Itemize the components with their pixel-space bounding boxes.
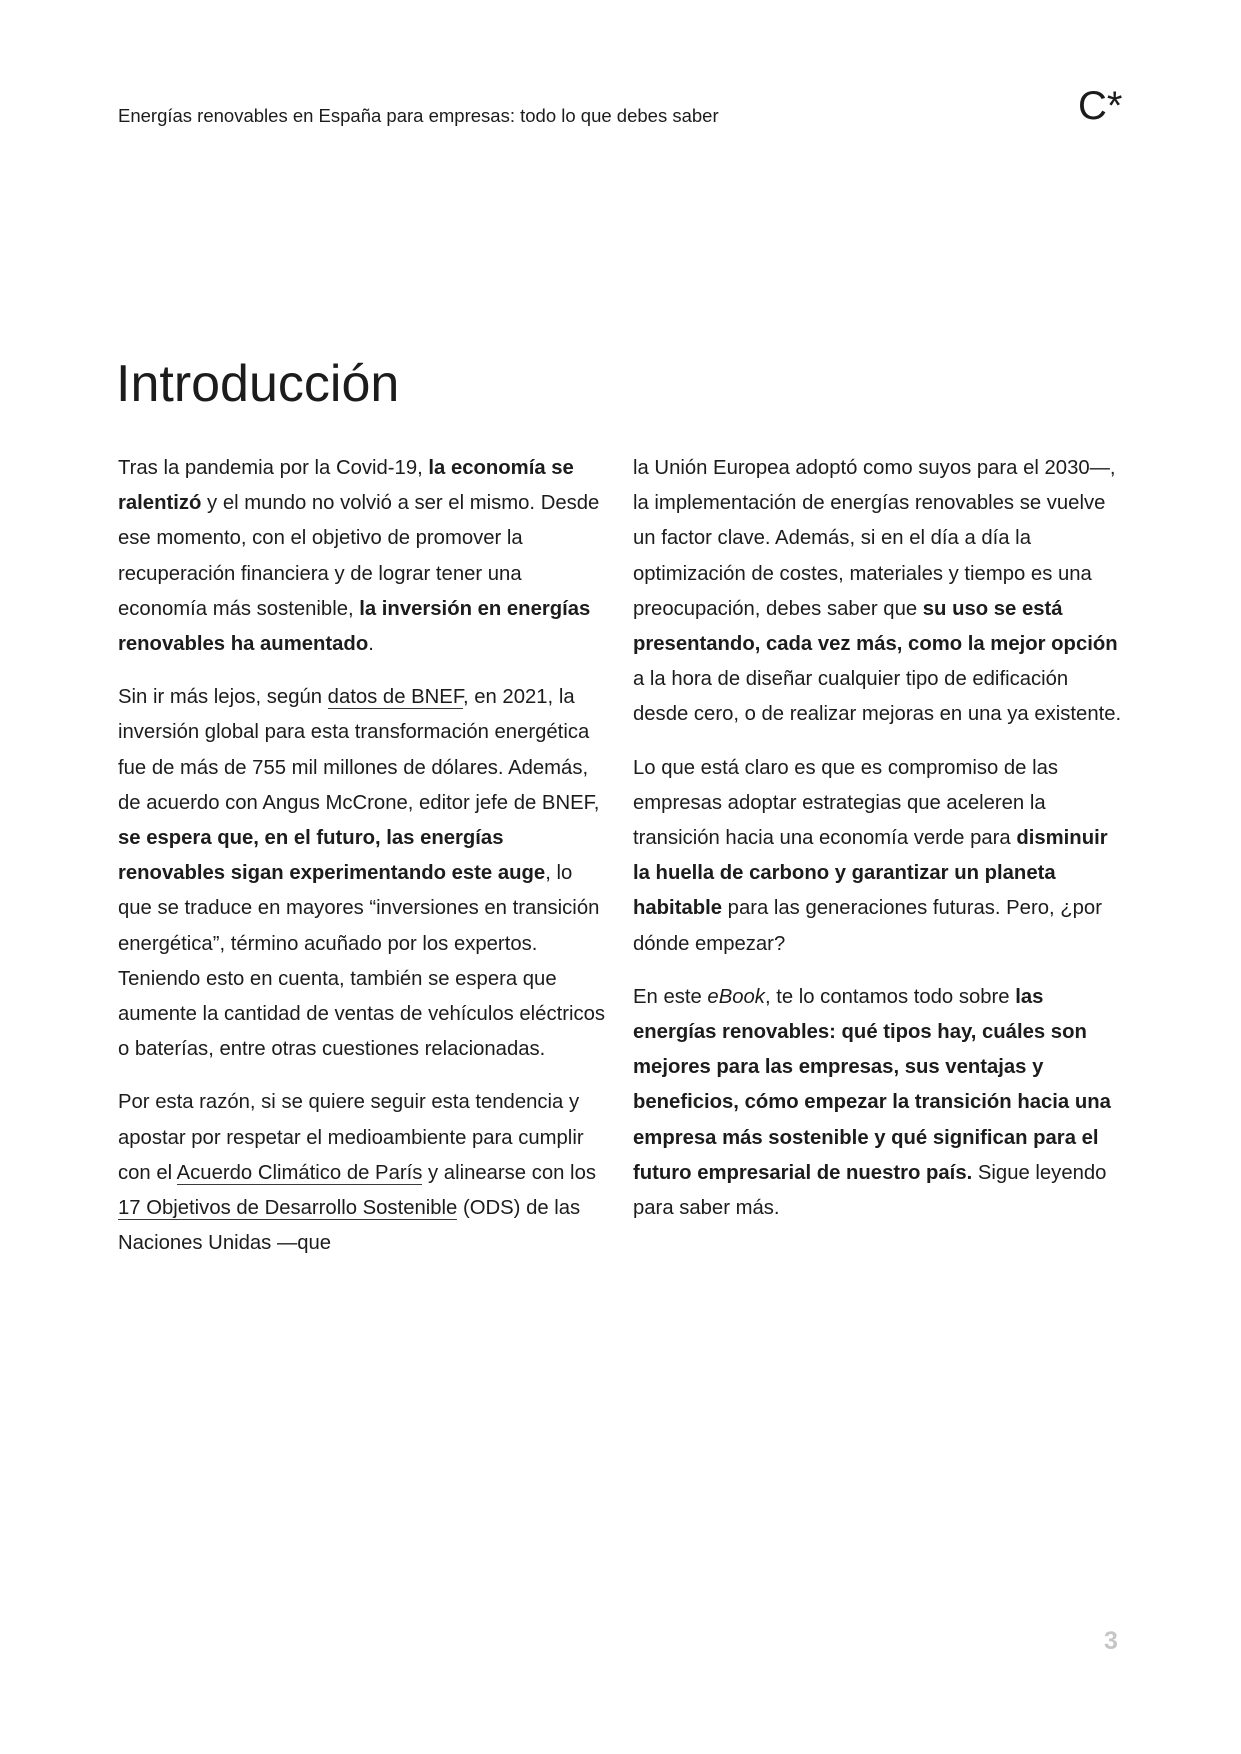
intro-paragraph-4 [633, 451, 1125, 733]
text-span: para las generaciones futuras. Pero, ¿por dónde empezar? [633, 897, 1102, 955]
text-span: (ODS) de las Naciones Unidas —que [118, 1197, 581, 1255]
text-span: , lo que se traduce en mayores “inversiones en transición energética”, término acuñado por los expertos. Teniendo esto en cuenta, también se espera que aumente la cantidad de ventas de vehículos eléctricos o baterías, entre otras cuestiones relacionadas. [118, 862, 606, 1061]
text-span: , en 2021, la inversión global para esta transformación energética fue de más de 755 mil millones de dólares. Además, de acuerdo con Angus McCrone, editor jefe de BNEF, [118, 686, 600, 814]
intro-paragraph-6 [633, 980, 1125, 1226]
link-paris-agreement[interactable]: Acuerdo Climático de París [176, 1161, 423, 1184]
text-span: . [368, 633, 374, 656]
brand-logo: C* [1078, 84, 1123, 128]
left-column [118, 451, 610, 1279]
intro-paragraph-3 [118, 1085, 610, 1261]
intro-paragraph-5 [633, 751, 1125, 962]
text-span: , te lo contamos todo sobre [764, 985, 1016, 1008]
bold-text: la economía se ralentizó [118, 457, 574, 515]
bold-text: se espera que, en el futuro, las energías renovables sigan experimentando este auge [118, 827, 546, 885]
text-span: Tras la pandemia por la Covid-19, [118, 457, 429, 479]
bold-text: la inversión en energías renovables ha aumentado [118, 597, 591, 656]
right-column [633, 451, 1125, 1244]
text-span: Por esta razón, si se quiere seguir esta tendencia y apostar por respetar el medioambiente para cumplir con el [118, 1091, 584, 1184]
page-title: Introducción [116, 355, 400, 413]
text-span: En este [633, 985, 708, 1008]
page-number: 3 [1104, 1627, 1118, 1655]
text-span: Sigue leyendo para saber más. [633, 1161, 1107, 1220]
text-span: Sin ir más lejos, según [118, 686, 328, 709]
intro-paragraph-1 [118, 451, 610, 662]
bold-text: las energías renovables: qué tipos hay, cuáles son mejores para las empresas, sus ventajas y beneficios, cómo empezar la transición hacia una empresa más sostenible y qué significan para el futuro empresarial de nuestro país. [633, 985, 1111, 1184]
link-sdg-goals[interactable]: 17 Objetivos de Desarrollo Sostenible [118, 1197, 458, 1220]
running-header-title: Energías renovables en España para empresas: todo lo que debes saber [118, 105, 719, 126]
text-span: y el mundo no volvió a ser el mismo. Desde ese momento, con el objetivo de promover la recuperación financiera y de lograr tener una economía más sostenible, [118, 492, 600, 620]
bold-text: su uso se está presentando, cada vez más, como la mejor opción [633, 597, 1118, 656]
text-span: Lo que está claro es que es compromiso de las empresas adoptar estrategias que aceleren la transición hacia una economía verde para [633, 756, 1059, 850]
intro-paragraph-2 [118, 680, 610, 1067]
text-span: la Unión Europea adoptó como suyos para el 2030—, la implementación de energías renovables se vuelve un factor clave. Además, si en el día a día la optimización de costes, materiales y tiempo es una preocupación, debes saber que [633, 457, 1116, 620]
text-span: y alinearse con los [422, 1161, 596, 1184]
italic-text: eBook [707, 985, 765, 1008]
bold-text: disminuir la huella de carbono y garantizar un planeta habitable [633, 827, 1108, 920]
text-span: a la hora de diseñar cualquier tipo de edificación desde cero, o de realizar mejoras en una ya existente. [633, 668, 1122, 726]
link-bnef-data[interactable]: datos de BNEF [327, 686, 463, 709]
